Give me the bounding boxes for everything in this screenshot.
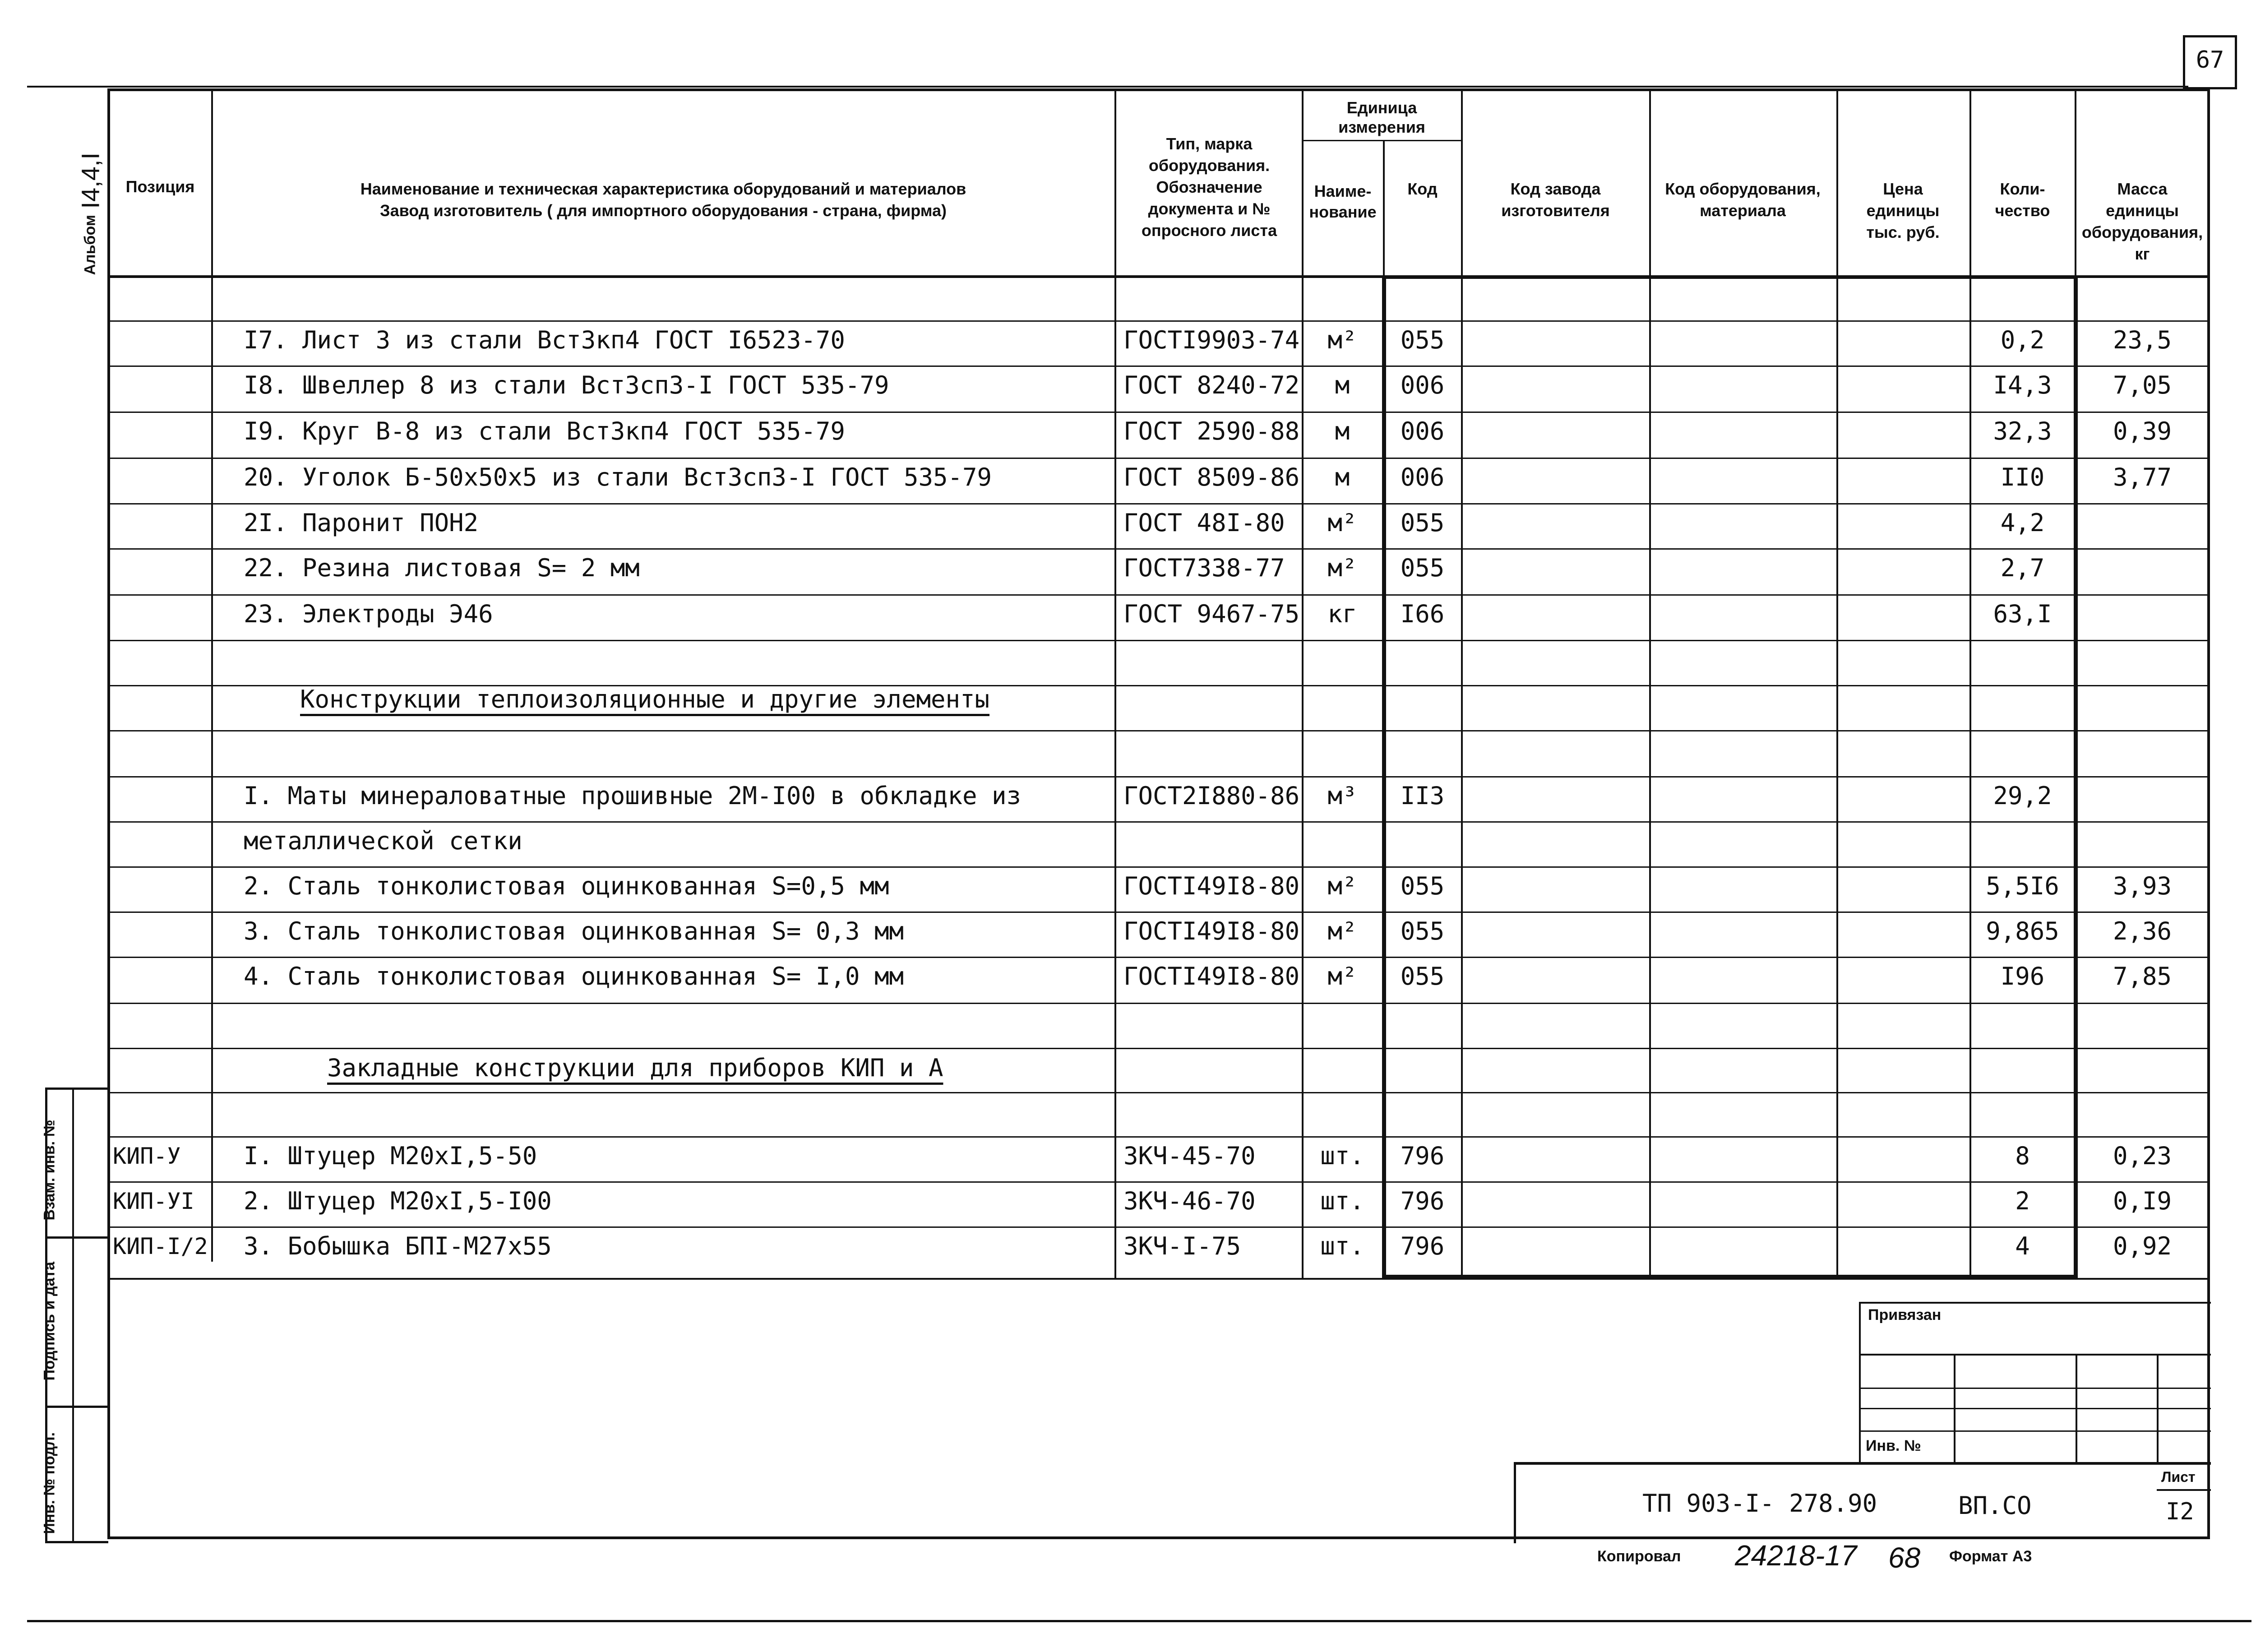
top-border <box>27 86 2188 88</box>
row-unit: кг <box>1327 600 1357 628</box>
stamp-list-value: I2 <box>2166 1498 2194 1525</box>
table-row <box>0 819 2256 864</box>
row-code: II3 <box>1400 782 1445 810</box>
row-qty: 29,2 <box>1993 782 2052 810</box>
table-row <box>0 773 2256 819</box>
row-mass: 0,39 <box>2113 417 2172 445</box>
row-code: 055 <box>1400 872 1445 900</box>
row-name: 23. Электроды Э46 <box>244 600 493 628</box>
row-unit: м³ <box>1327 782 1357 810</box>
row-unit: м² <box>1327 554 1357 582</box>
header-price-3: тыс. руб. <box>1866 223 1940 241</box>
row-qty: 8 <box>2015 1142 2030 1170</box>
header-mass-4: кг <box>2135 245 2150 263</box>
row-unit: шт. <box>1320 1187 1364 1215</box>
row-qty: 0,2 <box>2000 326 2045 354</box>
row-mass: 7,05 <box>2113 371 2172 399</box>
row-code: 796 <box>1400 1232 1445 1260</box>
side-stamp-border <box>72 1087 74 1543</box>
row-code: 006 <box>1400 463 1445 491</box>
row-unit: м² <box>1327 326 1357 354</box>
header-name-1: Наименование и техническая характеристика оборудований и материалов <box>360 180 966 198</box>
unit-header-divider <box>1302 140 1461 141</box>
table-row <box>0 954 2256 999</box>
row-qty: I96 <box>2000 962 2045 990</box>
row-doc: ГОСТI49I8-80 <box>1123 962 1300 990</box>
row-line <box>107 730 2210 731</box>
table-row <box>0 1179 2256 1224</box>
table-row <box>0 864 2256 909</box>
row-name: 3. Бобышка БПI-М27х55 <box>244 1232 552 1260</box>
row-code: 796 <box>1400 1142 1445 1170</box>
row-position: КИП-I/2 <box>113 1233 208 1259</box>
row-mass: 0,92 <box>2113 1232 2172 1260</box>
footer-handwritten-2: 68 <box>1888 1541 1921 1574</box>
row-qty: 4,2 <box>2000 509 2045 537</box>
table-row <box>0 1224 2256 1269</box>
row-qty: 2,7 <box>2000 554 2045 582</box>
table-row <box>0 318 2256 363</box>
stamp-inv-no: Инв. № <box>1866 1437 1921 1454</box>
row-line <box>107 1092 2210 1093</box>
row-qty: 9,865 <box>1986 917 2059 945</box>
side-label-inv-zam: Взам. инв. № <box>41 1120 58 1221</box>
row-unit: м² <box>1327 872 1357 900</box>
header-type-3: Обозначение <box>1156 178 1262 196</box>
row-doc: ЗКЧ-46-70 <box>1123 1187 1256 1215</box>
row-code: 006 <box>1400 417 1445 445</box>
row-doc: ГОСТ2I880-86 <box>1123 782 1300 810</box>
row-line <box>107 1048 2210 1049</box>
row-name: 4. Сталь тонколистовая оцинкованная S= I,0 мм <box>244 962 904 990</box>
stamp-border <box>1859 1302 1861 1464</box>
row-position: КИП-У <box>113 1143 181 1169</box>
table-row <box>0 409 2256 454</box>
row-code: 055 <box>1400 509 1445 537</box>
stamp-border <box>1954 1354 1956 1464</box>
stamp-privyazan: Привязан <box>1868 1306 1942 1323</box>
row-doc: ГОСТ7338-77 <box>1123 554 1285 582</box>
table-row <box>0 592 2256 637</box>
bottom-border <box>27 1620 2251 1622</box>
row-unit: шт. <box>1320 1142 1364 1170</box>
header-factory-code-1: Код завода <box>1510 180 1601 198</box>
row-unit: м² <box>1327 917 1357 945</box>
sheet-number: 67 <box>2183 35 2237 89</box>
header-unit-2: измерения <box>1338 118 1425 136</box>
header-type-2: оборудования. <box>1148 156 1270 175</box>
row-doc: ГОСТI49I8-80 <box>1123 917 1300 945</box>
row-name: I9. Круг В-8 из стали ВстЗкп4 ГОСТ 535-79 <box>244 417 845 445</box>
row-doc: ГОСТI9903-74 <box>1123 326 1300 354</box>
row-name: I8. Швеллер 8 из стали ВстЗсп3-I ГОСТ 535-79 <box>244 371 889 399</box>
side-stamp-border <box>45 1406 108 1408</box>
header-equip-code-2: материала <box>1700 201 1786 220</box>
row-name: 2. Штуцер М20хI,5-I00 <box>244 1187 552 1215</box>
row-name: I. Штуцер М20хI,5-50 <box>244 1142 537 1170</box>
footer-format: Формат А3 <box>1949 1548 2032 1565</box>
row-name: 2I. Паронит ПОН2 <box>244 509 479 537</box>
row-name: I7. Лист 3 из стали ВстЗкп4 ГОСТ I6523-70 <box>244 326 845 354</box>
row-qty: 32,3 <box>1993 417 2052 445</box>
row-qty: 2 <box>2015 1187 2030 1215</box>
row-code: 796 <box>1400 1187 1445 1215</box>
header-mass-1: Масса <box>2117 180 2168 198</box>
row-mass: 0,23 <box>2113 1142 2172 1170</box>
side-label-inv-podl: Инв. № подл. <box>41 1432 58 1534</box>
stamp-border <box>2076 1354 2077 1464</box>
table-row <box>0 1134 2256 1179</box>
row-name: 2. Сталь тонколистовая оцинкованная S=0,5 мм <box>244 872 889 900</box>
row-unit: шт. <box>1320 1232 1364 1260</box>
row-code: 055 <box>1400 554 1445 582</box>
stamp-border <box>2157 1354 2159 1464</box>
col-divider <box>211 88 213 1262</box>
header-equip-code-1: Код оборудования, <box>1665 180 1821 198</box>
row-code: 055 <box>1400 962 1445 990</box>
row-name: 3. Сталь тонколистовая оцинкованная S= 0,3 мм <box>244 917 904 945</box>
table-row <box>0 363 2256 408</box>
row-mass: 2,36 <box>2113 917 2172 945</box>
row-name: I. Маты минераловатные прошивные 2М-I00 в обкладке из <box>244 782 1022 810</box>
row-doc: ГОСТI49I8-80 <box>1123 872 1300 900</box>
row-code: 006 <box>1400 371 1445 399</box>
header-unit-code: Код <box>1407 180 1438 198</box>
col-divider <box>1302 88 1304 1280</box>
section-title-insulation: Конструкции теплоизоляционные и другие элементы <box>300 685 990 713</box>
header-type-5: опросного листа <box>1141 221 1277 240</box>
table-row <box>0 909 2256 954</box>
row-doc: ЗКЧ-45-70 <box>1123 1142 1256 1170</box>
row-mass: 7,85 <box>2113 962 2172 990</box>
row-line <box>107 1003 2210 1004</box>
row-qty: I4,3 <box>1993 371 2052 399</box>
header-qty-1: Коли- <box>2000 180 2045 198</box>
table-row <box>0 546 2256 591</box>
header-unit-1: Единица <box>1346 98 1417 117</box>
col-divider <box>1461 88 1463 1280</box>
side-label-sign-date: Подпись и дата <box>41 1262 58 1381</box>
footer-handwritten: 24218-17 <box>1735 1539 1857 1572</box>
header-position: Позиция <box>125 177 195 196</box>
row-mass: 0,I9 <box>2113 1187 2172 1215</box>
header-price-2: единицы <box>1866 201 1940 220</box>
row-doc: ГОСТ 9467-75 <box>1123 600 1300 628</box>
header-unit-name-1: Наиме- <box>1314 182 1372 200</box>
row-name: 22. Резина листовая S= 2 мм <box>244 554 640 582</box>
header-mass-3: оборудования, <box>2081 223 2203 241</box>
stamp-border <box>1514 1462 2211 1465</box>
stamp-border <box>2157 1489 2211 1491</box>
album-label: Альбом <box>81 214 99 275</box>
row-mass: 3,93 <box>2113 872 2172 900</box>
col-divider <box>1836 88 1838 1280</box>
row-doc: ГОСТ 8240-72 <box>1123 371 1300 399</box>
table-row <box>0 500 2256 546</box>
row-doc: ГОСТ 8509-86 <box>1123 463 1300 491</box>
row-position: КИП-УI <box>113 1188 194 1214</box>
row-qty: 63,I <box>1993 600 2052 628</box>
side-stamp-border <box>45 1541 108 1543</box>
col-divider <box>1969 88 1971 1280</box>
row-unit: м² <box>1327 509 1357 537</box>
header-factory-code-2: изготовителя <box>1501 201 1610 220</box>
album-number: I4,4,I <box>76 152 105 209</box>
row-qty: 5,5I6 <box>1986 872 2059 900</box>
row-name: металлической сетки <box>244 827 522 855</box>
row-doc: ГОСТ 2590-88 <box>1123 417 1300 445</box>
row-unit: м² <box>1327 962 1357 990</box>
col-divider <box>1649 88 1651 1280</box>
header-price-1: Цена <box>1883 180 1923 198</box>
row-unit: м <box>1335 371 1350 399</box>
row-line <box>107 640 2210 641</box>
table-row <box>0 455 2256 500</box>
col-divider <box>1114 88 1116 1280</box>
side-stamp-border <box>45 1236 108 1239</box>
row-code: 055 <box>1400 917 1445 945</box>
row-doc: ЗКЧ-I-75 <box>1123 1232 1241 1260</box>
row-doc: ГОСТ 48I-80 <box>1123 509 1285 537</box>
row-qty: II0 <box>2000 463 2045 491</box>
side-stamp-border <box>45 1087 108 1090</box>
row-mass: 23,5 <box>2113 326 2172 354</box>
table-end <box>107 1278 2210 1280</box>
row-unit: м <box>1335 417 1350 445</box>
stamp-doc-code: ТП 903-I- 278.90 <box>1642 1489 1877 1518</box>
header-type-1: Тип, марка <box>1166 134 1253 153</box>
section-title-kip: Закладные конструкции для приборов КИП и А <box>327 1054 943 1082</box>
stamp-border <box>1514 1462 1516 1543</box>
header-unit-name-2: нование <box>1309 203 1377 221</box>
row-mass: 3,77 <box>2113 463 2172 491</box>
footer-kopiroval: Копировал <box>1597 1548 1681 1565</box>
stamp-doc-mark: ВП.СО <box>1958 1491 2032 1520</box>
header-type-4: документа и № <box>1148 199 1271 218</box>
row-name: 20. Уголок Б-50х50х5 из стали ВстЗсп3-I ГОСТ 535-79 <box>244 463 992 491</box>
row-unit: м <box>1335 463 1350 491</box>
stamp-border <box>1859 1302 2211 1304</box>
stamp-list-label: Лист <box>2161 1469 2196 1485</box>
row-code: 055 <box>1400 326 1445 354</box>
row-code: I66 <box>1400 600 1445 628</box>
header-mass-2: единицы <box>2106 201 2179 220</box>
thick-top <box>1382 275 2078 279</box>
row-qty: 4 <box>2015 1232 2030 1260</box>
header-name-2: Завод изготовитель ( для импортного оборудования - страна, фирма) <box>380 201 947 220</box>
header-qty-2: чество <box>1995 201 2050 220</box>
